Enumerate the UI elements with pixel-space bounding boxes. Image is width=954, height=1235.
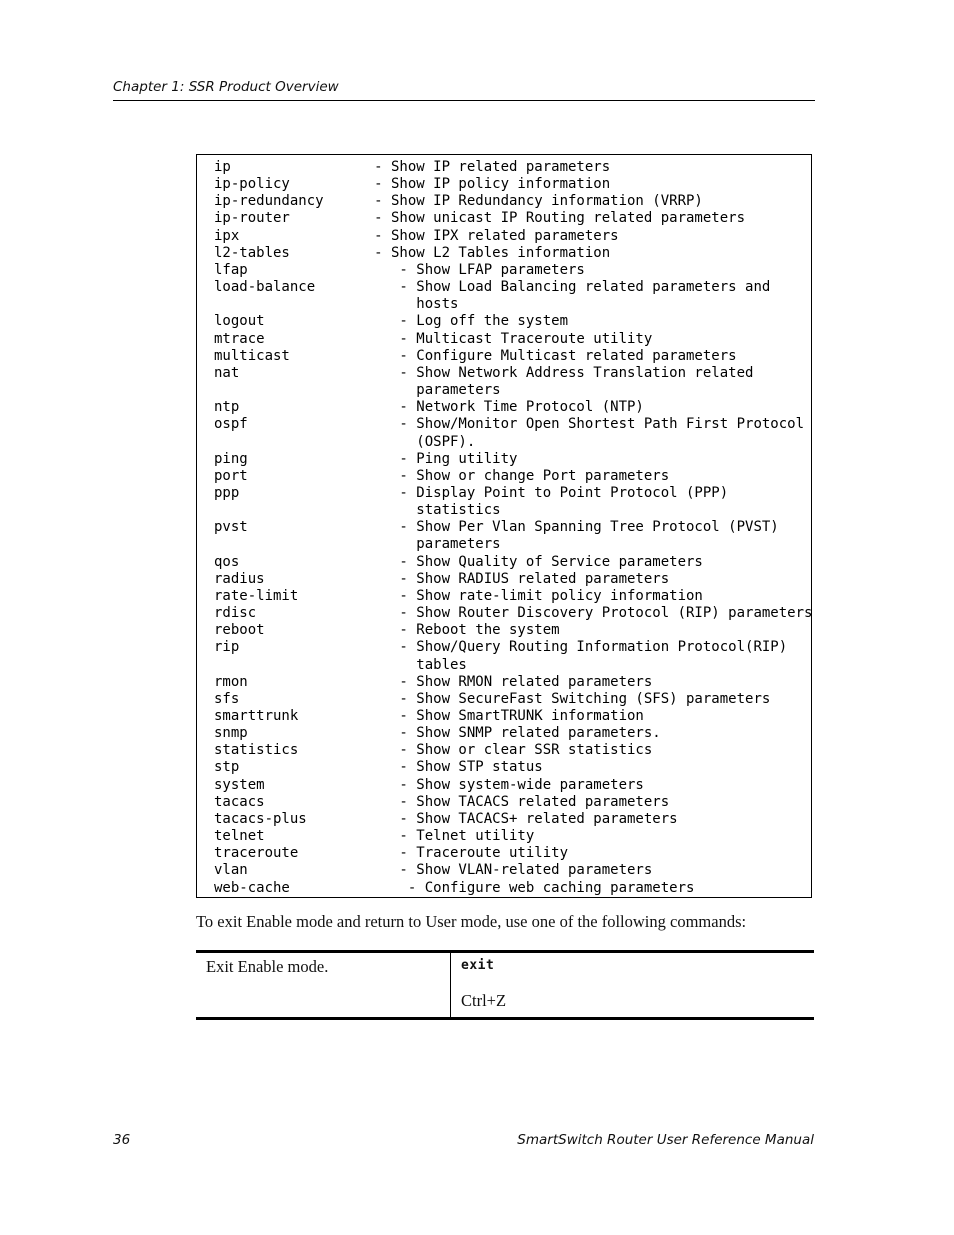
- manual-title: SmartSwitch Router User Reference Manual: [517, 1132, 814, 1148]
- command-alternative: Ctrl+Z: [461, 991, 507, 1010]
- page-number: 36: [113, 1132, 131, 1148]
- header-rule: [113, 100, 815, 101]
- code-listing-box: [196, 154, 812, 898]
- chapter-title: Chapter 1: SSR Product Overview: [113, 79, 339, 95]
- table-bottom-rule: [196, 1017, 814, 1020]
- command-table: [196, 950, 814, 1020]
- body-paragraph: To exit Enable mode and return to User mode, use one of the following commands:: [196, 912, 747, 931]
- table-column-divider: [450, 953, 451, 1017]
- command-exit: exit: [461, 958, 495, 973]
- command-description: Exit Enable mode.: [206, 957, 329, 976]
- code-listing: ip - Show IP related parameters ip-policy - Show IP policy information ip-redundancy - Show IP Redundancy information (VRRP) ip-router - Show unicast IP Routing related parameters ipx - Show IPX related parameters l2-tables - Show L2 Tables information lfap - Show LFAP parameters load-balance - Show Load Balancing related parameters and hosts logout - Log off the system mtrace - Multicast Traceroute utility multicast - Configure Multicast related parameters nat - Show Network Address Translation related parameters ntp - Network Time Protocol (NTP) ospf - Show/Monitor Open Shortest Path First Protocol (OSPF). ping - Ping utility port - Show or change Port parameters ppp - Display Point to Point Protocol (PPP) statistics pvst - Show Per Vlan Spanning Tree Protocol (PVST) parameters qos - Show Quality of Service parameters radius - Show RADIUS related parameters rate-limit - Show rate-limit policy information rdisc - Show Router Discovery Protocol (RIP) parameters reboot - Reboot the system rip - Show/Query Routing Information Protocol(RIP) tables rmon - Show RMON related parameters sfs - Show SecureFast Switching (SFS) parameters smarttrunk - Show SmartTRUNK information snmp - Show SNMP related parameters. statistics - Show or clear SSR statistics stp - Show STP status system - Show system-wide parameters tacacs - Show TACACS related parameters tacacs-plus - Show TACACS+ related parameters telnet - Telnet utility traceroute - Traceroute utility vlan - Show VLAN-related parameters web-cache - Configure web caching parameters: [214, 159, 813, 896]
- table-top-rule: [196, 950, 814, 953]
